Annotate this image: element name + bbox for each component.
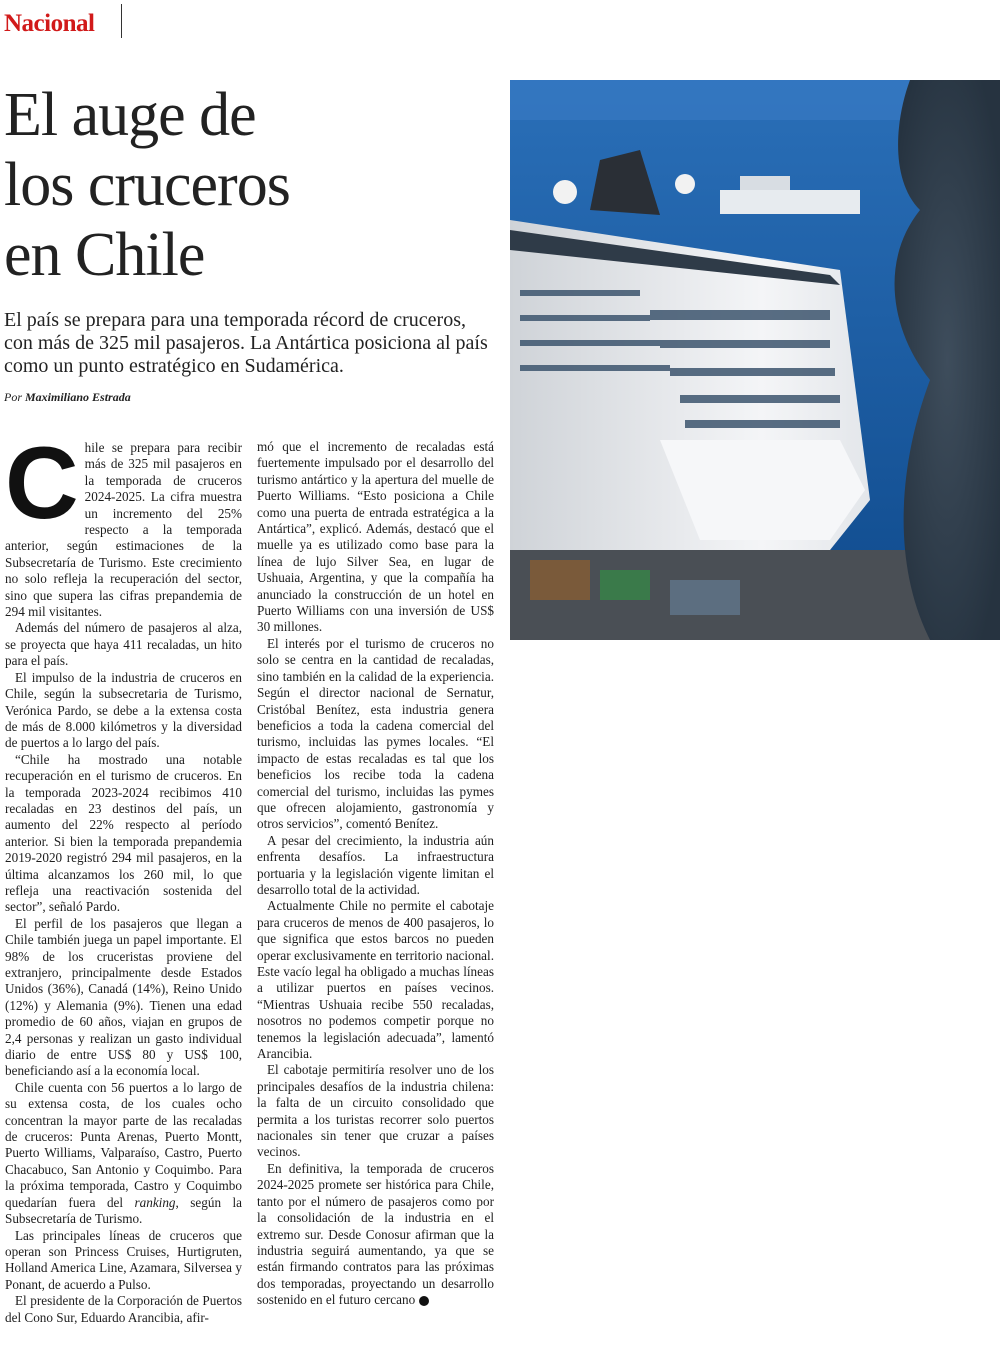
drop-cap: C bbox=[5, 426, 79, 540]
paragraph: Además del número de pasajeros al alza, se proyecta que haya 411 recaladas, un hito para el país. bbox=[5, 620, 242, 669]
first-paragraph-text: hile se prepara para recibir más de 325 mil pasajeros en la temporada de cruceros 2024-2025. La cifra muestra un incremento del 25% respecto a la temporada anterior, según estimaciones de la Subsecretaría de Turismo. Este crecimiento no solo refleja la recuperación del sector, sino que supera las cifras prepandemia de 294 mil visitantes. bbox=[5, 440, 242, 620]
paragraph: mó que el incremento de recaladas está fuertemente impulsado por el desarrollo del turismo antártico y la apertura del muelle de Puerto Williams. “Esto posiciona a Chile como una puerta de entrada estratégica a la Antártica”, explicó. Además, destacó que el muelle ya es utilizado como base para la línea de lujo Silver Sea, en lugar de Ushuaia, Argentina, y que la compañía ha anunciado la construcción de un hotel en Puerto Williams con una inversión de US$ 30 millones. bbox=[257, 439, 494, 635]
radar-dome bbox=[553, 180, 577, 204]
headline bbox=[4, 80, 494, 290]
paragraph: El presidente de la Corporación de Puertos del Cono Sur, Eduardo Arancibia, afir- bbox=[5, 1293, 242, 1325]
headline-line-3: en Chile bbox=[4, 221, 205, 289]
paragraph: A pesar del crecimiento, la industria aún enfrenta desafíos. La infraestructura portuaria y la legislación vigente limitan el desarrollo total de la actividad. bbox=[257, 832, 494, 897]
article-column-1 bbox=[5, 426, 242, 1326]
paragraph: El impulso de la industria de cruceros en Chile, según la subsecretaria de Turismo, Verónica Pardo, se debe a la extensa costa de más de 8.000 kilómetros y la diversidad de puertos a lo largo del país. bbox=[5, 669, 242, 751]
radar-dome bbox=[675, 174, 695, 194]
building bbox=[670, 580, 740, 615]
headline-line-1: El auge de bbox=[4, 81, 256, 149]
article-column-2 bbox=[257, 439, 494, 1309]
author-name: Maximiliano Estrada bbox=[25, 390, 131, 404]
headline-line-2: los cruceros bbox=[4, 151, 290, 219]
first-paragraph bbox=[5, 426, 242, 620]
container bbox=[530, 560, 590, 600]
distant-ship bbox=[720, 190, 860, 214]
paragraph-ports bbox=[5, 1080, 242, 1228]
end-mark-icon bbox=[419, 1296, 429, 1306]
section-divider bbox=[121, 4, 122, 38]
article-photo bbox=[510, 80, 1000, 640]
distant-ship-deck bbox=[740, 176, 790, 190]
cruise-ship-illustration bbox=[510, 80, 1000, 640]
paragraph: Actualmente Chile no permite el cabotaje para cruceros de menos de 400 pasajeros, lo que significa que estos barcos no pueden operar exclusivamente en territorio nacional. Este vacío legal ha obligado a muchas líneas a utilizar puertos en países vecinos. “Mientras Ushuaia recibe 550 recaladas, nosotros no podemos competir porque no tenemos la legislación adecuada”, lamentó Arancibia. bbox=[257, 898, 494, 1062]
paragraph: “Chile ha mostrado una notable recuperación en el turismo de cruceros. En la temporada 2023-2024 recibimos 410 recaladas en 23 destinos del país, un aumento del 22% respecto al período anterior. Si bien la temporada prepandemia 2019-2020 registró 294 mil pasajeros, en la última alcanzamos los 260 mil, lo que refleja una reactivación sostenida del sector”, señaló Pardo. bbox=[5, 751, 242, 915]
paragraph: El perfil de los pasajeros que llegan a Chile también juega un papel importante. El 98% de los cruceristas proviene del extranjero, principalmente desde Estados Unidos (36%), Canadá (14%), Reino Unido (12%) y Alemania (9%). Tienen una edad promedio de 60 años, viajan en grupos de 2,4 personas y realizan un gasto individual diario de entre US$ 80 y US$ 100, beneficiando así a la economía local. bbox=[5, 915, 242, 1079]
last-paragraph bbox=[257, 1161, 494, 1309]
ports-text-before: Chile cuenta con 56 puertos a lo largo de su extensa costa, de los cuales ocho concentran la mayor parte de las recaladas de cruceros: Punta Arenas, Puerto Montt, Puerto Williams, Valparaíso, Castro, Puerto Chacabuco, San Antonio y Coquimbo. Para la próxima temporada, Castro y Coquimbo quedarían fuera del bbox=[5, 1079, 242, 1210]
ports-text-italic: ranking bbox=[134, 1194, 176, 1210]
ports-text-after: , según la Subsecretaría de Turismo. bbox=[5, 1194, 242, 1227]
byline-prefix: Por bbox=[4, 390, 22, 404]
last-paragraph-text: En definitiva, la temporada de cruceros 2024-2025 promete ser histórica para Chile, tanto por el número de pasajeros como por la consolidación de la industria en el extremo sur. Desde Conosur afirman que la industria seguirá aumentando, ya que se están firmando contratos para las próximas dos temporadas, proyectando un desarrollo sostenido en el futuro cercano bbox=[257, 1160, 494, 1308]
section-label: Nacional bbox=[4, 10, 95, 37]
article-deck: El país se prepara para una temporada récord de cruceros, con más de 325 mil pasajeros. La Antártica posiciona al país como un punto estratégico en Sudamérica. bbox=[4, 309, 488, 377]
paragraph: El interés por el turismo de cruceros no solo se centra en la cantidad de recaladas, sino también en la calidad de la experiencia. Según el director nacional de Sernatur, Cristóbal Benítez, esta industria genera beneficios a toda la cadena comercial del turismo, incluidas las pymes locales. “El impacto de estas recaladas es tal que los beneficios los recibe toda la cadena comercial del turismo, incluidas las pymes que ofrecen alojamiento, gastronomía y otros servicios”, comentó Benítez. bbox=[257, 635, 494, 832]
byline bbox=[4, 390, 131, 405]
paragraph: El cabotaje permitiría resolver uno de los principales desafíos de la industria chilena: la falta de un circuito consolidado que permita a los turistas recorrer solo puertos nacionales sin tener que cruzar a países vecinos. bbox=[257, 1062, 494, 1160]
container bbox=[600, 570, 650, 600]
paragraph: Las principales líneas de cruceros que operan son Princess Cruises, Hurtigruten, Holland America Line, Azamara, Silversea y Ponant, de acuerdo a Pulso. bbox=[5, 1227, 242, 1292]
